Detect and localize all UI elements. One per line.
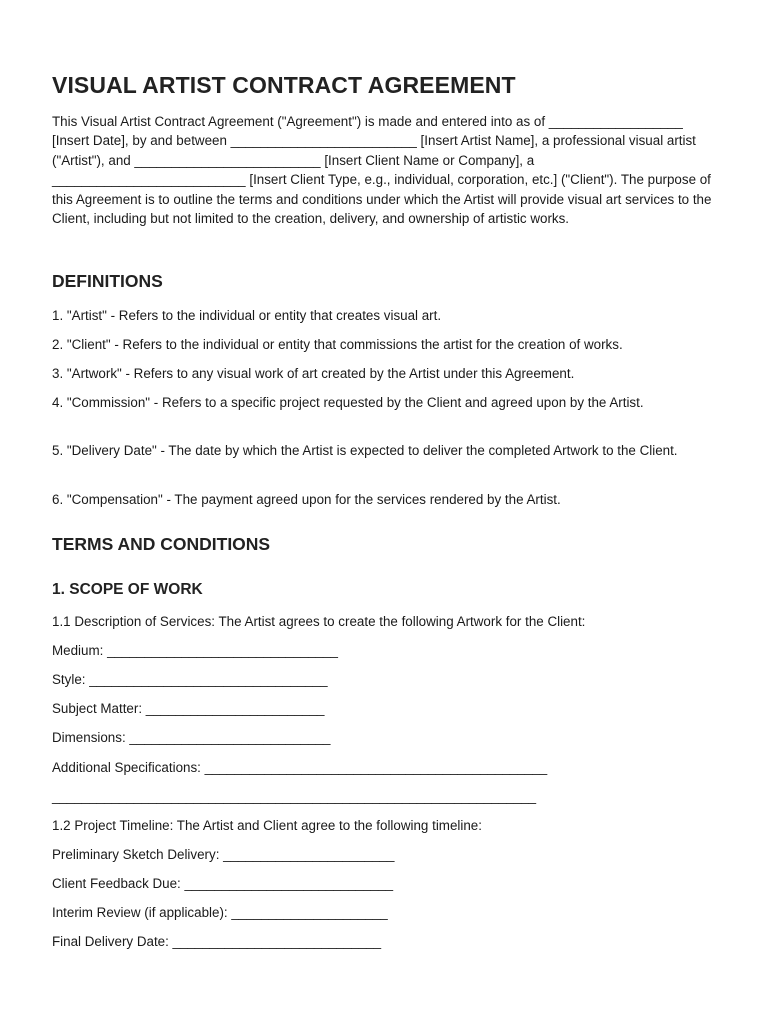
medium-field[interactable]: Medium: _______________________________ (52, 643, 338, 658)
terms-heading: TERMS AND CONDITIONS (52, 534, 271, 554)
interim-review-field[interactable]: Interim Review (if applicable): _____________________ (52, 905, 388, 920)
preliminary-sketch-field[interactable]: Preliminary Sketch Delivery: _______________________ (52, 847, 395, 862)
subject-matter-field[interactable]: Subject Matter: ________________________ (52, 701, 325, 716)
additional-specifications-field[interactable]: Additional Specifications: ______________________________________________ (52, 760, 548, 775)
final-delivery-field[interactable]: Final Delivery Date: ____________________________ (52, 934, 382, 949)
timeline-description: 1.2 Project Timeline: The Artist and Client agree to the following timeline: (52, 818, 482, 833)
dimensions-field[interactable]: Dimensions: ___________________________ (52, 730, 331, 745)
definition-item-client: 2. "Client" - Refers to the individual or entity that commissions the artist for the creation of works. (52, 337, 623, 352)
client-feedback-field[interactable]: Client Feedback Due: ____________________________ (52, 876, 394, 891)
scope-of-work-heading: 1. SCOPE OF WORK (52, 581, 203, 598)
definition-item-artwork: 3. "Artwork" - Refers to any visual work of art created by the Artist under this Agreement. (52, 366, 575, 381)
intro-paragraph: This Visual Artist Contract Agreement ("Agreement") is made and entered into as of __________________ [Insert Date], by and between _________________________ [Insert Artist Name], a professional visual artist ("Artist"), and _________________________ [Insert Client Name or Company], a __________________________ [Insert Client Type, e.g., individual, corporation, etc.] ("Client"). The purpose of this Agreement is to outline the terms and conditions under which the Artist will provide visual art services to the Client, including but not limited to the creation, delivery, and ownership of artistic works. (52, 114, 712, 227)
definitions-heading: DEFINITIONS (52, 271, 163, 291)
document-title: VISUAL ARTIST CONTRACT AGREEMENT (52, 72, 516, 98)
definition-item-compensation: 6. "Compensation" - The payment agreed upon for the services rendered by the Artist. (52, 492, 561, 507)
services-description: 1.1 Description of Services: The Artist agrees to create the following Artwork for the Client: (52, 614, 586, 629)
definition-item-delivery-date: 5. "Delivery Date" - The date by which the Artist is expected to deliver the completed Artwork to the Client. (52, 443, 678, 458)
definition-item-commission: 4. "Commission" - Refers to a specific project requested by the Client and agreed upon by the Artist. (52, 395, 644, 410)
style-field[interactable]: Style: ________________________________ (52, 672, 328, 687)
additional-specifications-continuation[interactable]: _________________________________________________________________ (52, 789, 537, 804)
definition-item-artist: 1. "Artist" - Refers to the individual or entity that creates visual art. (52, 308, 442, 323)
